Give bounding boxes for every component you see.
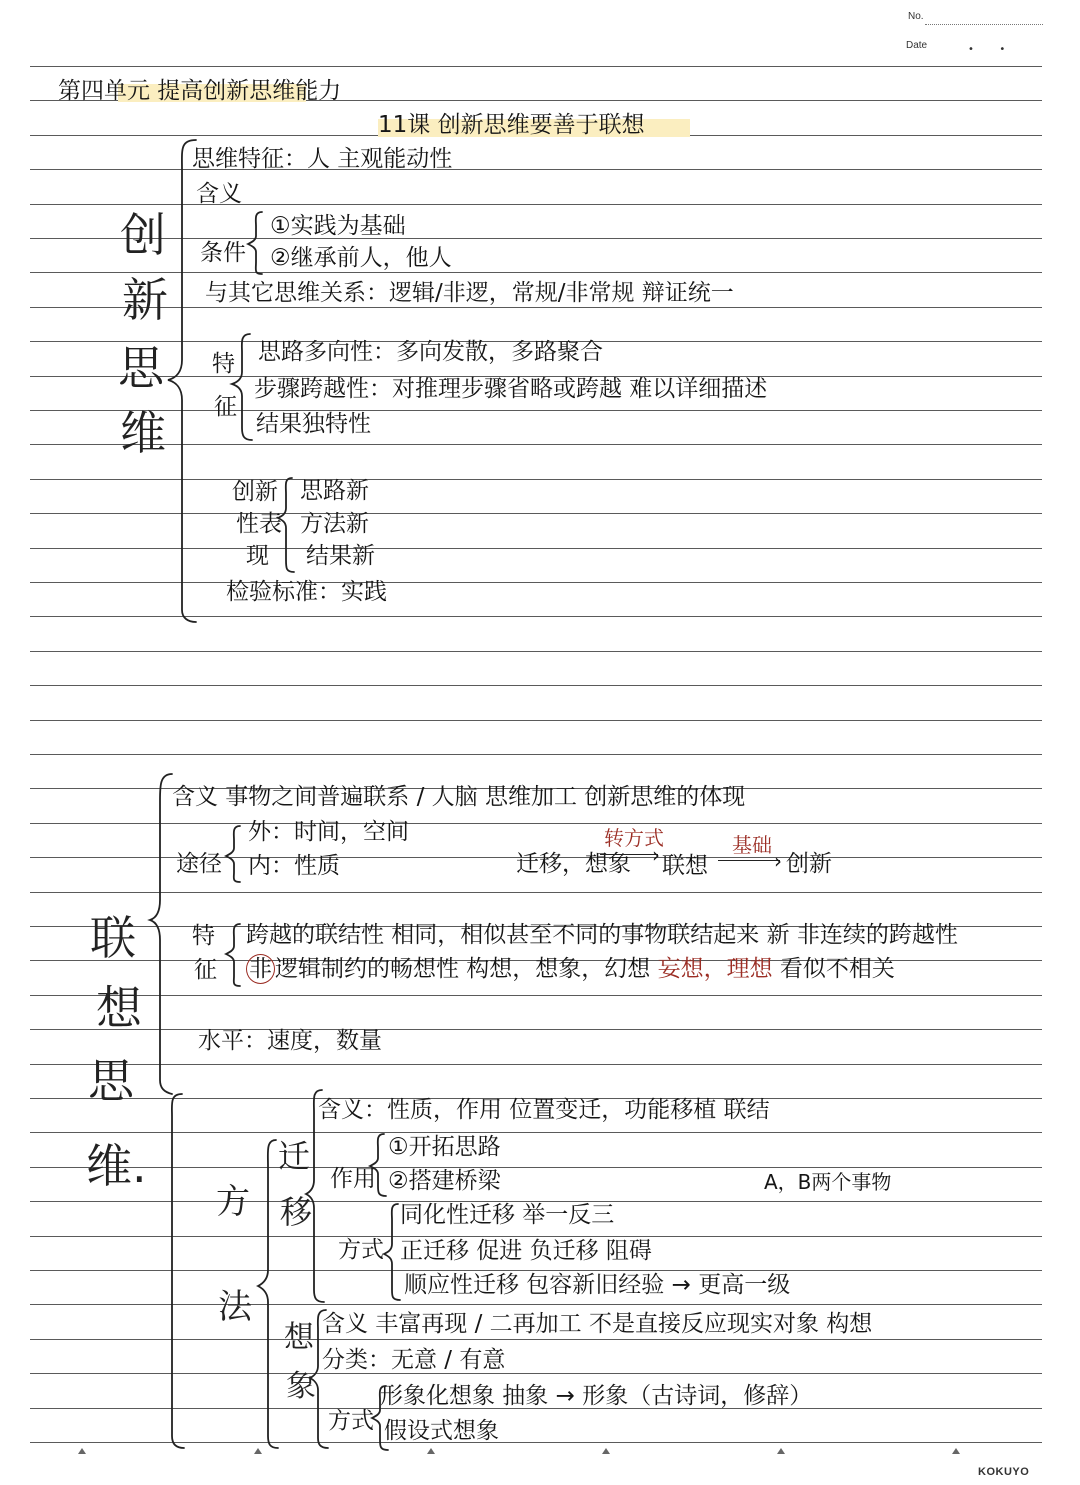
flow-arrow1-label: 转方式 [604,826,664,850]
transfer-label-yi: 移 [280,1193,313,1231]
flow-arrow2-label: 基础 [732,833,772,857]
flow-arrow2-head: › [774,849,782,873]
brace-features2 [226,924,240,986]
lesson-title: 11课 创新思维要善于联想 [378,112,645,138]
ruled-line [30,651,1042,652]
imagine-way-label: 方式 [328,1408,374,1434]
transfer-way-label: 方式 [338,1237,384,1263]
transfer-use-1: ①开拓思路 [388,1134,501,1160]
imagine-types: 分类：无意 / 有意 [322,1347,506,1373]
imagine-label-xiang: 想 [284,1320,314,1355]
ruled-line [30,823,1042,824]
ruled-line [30,548,1042,549]
brace-method [258,1140,278,1448]
ruled-line [30,410,1042,411]
manifest-label-1: 创新 [232,479,278,505]
no-line [925,24,1043,25]
ruled-line [30,582,1042,583]
ruled-line [30,754,1042,755]
condition-1: ①实践为基础 [270,213,406,239]
flow-start: 迁移，想象 [516,851,631,877]
features-label-te: 特 [212,351,235,377]
association-level: 水平：速度，数量 [198,1028,382,1054]
imagine-way-1: 形象化想象 抽象 → 形象（古诗词，修辞） [380,1383,813,1409]
ruled-line [30,169,1042,170]
ruled-line [30,272,1042,273]
manifest-new-method: 方法新 [300,511,369,537]
feature-multi-direction: 思路多向性：多向发散，多路聚合 [258,339,603,365]
features2-label-te: 特 [192,923,215,949]
features-label-zheng: 征 [214,394,237,420]
margin-tick [777,1448,785,1454]
side-char-xiang: 想 [96,981,142,1035]
margin-tick [602,1448,610,1454]
manifest-label-3: 现 [246,543,269,569]
meaning-label: 含义 [196,181,242,207]
margin-tick [952,1448,960,1454]
side-char-lian: 联 [90,911,136,965]
side-char-xin: 新 [122,273,168,327]
ruled-line [30,66,1042,67]
ruled-line [30,995,1042,996]
transfer-meaning: 含义：性质，作用 位置变迁，功能移植 联结 [318,1097,770,1123]
margin-tick [427,1448,435,1454]
no-label: No. [908,11,924,22]
ruled-line [30,1442,1042,1443]
method-label-fa: 法 [218,1287,252,1327]
brace-conditions [248,212,262,274]
path-label: 途径 [176,851,222,877]
transfer-way-1: 同化性迁移 举一反三 [400,1202,615,1228]
margin-tick [254,1448,262,1454]
path-outer: 外：时间，空间 [248,819,409,845]
ruled-line [30,685,1042,686]
ruled-line [30,892,1042,893]
ruled-line [30,1167,1042,1168]
feature-free-imagination-red: 妄想，理想 [650,956,773,982]
imagine-way-2: 假设式想象 [384,1418,499,1444]
ruled-line [30,1064,1042,1065]
path-inner: 内：性质 [248,853,340,879]
ruled-line [30,1339,1042,1340]
brace-section2-method [172,1094,184,1448]
ruled-line [30,1270,1042,1271]
flow-arrow2 [718,860,780,861]
transfer-use-2: ②搭建桥梁 [388,1168,501,1194]
ruled-line [30,307,1042,308]
ruled-line [30,616,1042,617]
flow-middle: 联想 [662,853,708,879]
ruled-line [30,479,1042,480]
ruled-line [30,1236,1042,1237]
method-label-fang: 方 [216,1182,250,1222]
imagine-label-xiang2: 象 [286,1369,316,1404]
test-standard: 检验标准：实践 [226,579,387,605]
ruled-line [30,204,1042,205]
unit-title: 第四单元 提高创新思维能力 [58,78,342,104]
condition-2: ②继承前人，他人 [270,245,452,271]
transfer-way-2: 正迁移 促进 负迁移 阻碍 [400,1238,652,1264]
ruled-line [30,720,1042,721]
ruled-line [30,513,1042,514]
ruled-line [30,444,1042,445]
ruled-line [30,1132,1042,1133]
association-meaning: 含义 事物之间普遍联系 / 人脑 思维加工 创新思维的体现 [172,784,746,810]
flow-end: 创新 [786,851,832,877]
date-label: Date [906,40,928,51]
brace-features1 [232,334,252,440]
feature-leap-link: 跨越的联结性 相同，相似甚至不同的事物联结起来 新 非连续的跨越性 [246,922,958,948]
feature-unique-result: 结果独特性 [256,411,371,437]
brace-path [226,826,240,882]
flow-arrow1-head: › [652,843,660,867]
feature-free-imagination-tail: 看似不相关 [772,956,895,982]
side-char-si: 思 [118,341,164,395]
ab-note: A，B两个事物 [764,1170,892,1194]
side-char-chuang: 创 [120,208,166,262]
manifest-new-thinking: 思路新 [300,478,369,504]
transfer-label-qian: 迁 [278,1137,311,1175]
relation-to-other-thinking: 与其它思维关系：逻辑/非逻，常规/非常规 辩证统一 [205,280,734,306]
side-char-wei: 维 [120,406,166,460]
flow-arrow1 [600,854,658,855]
circled-fei: 非 [246,954,275,984]
brace-section1-main [168,140,196,622]
side-char-si2: 思 [88,1054,134,1108]
brand-logo: KOKUYO [978,1466,1030,1478]
ruled-line [30,1029,1042,1030]
transfer-use-label: 作用 [330,1166,376,1192]
feature-free-imagination [246,958,895,981]
manifest-label-2: 性表 [236,511,282,537]
transfer-way-3: 顺应性迁移 包容新旧经验 → 更高一级 [404,1272,791,1298]
imagine-meaning: 含义 丰富再现 / 二再加工 不是直接反应现实对象 构想 [322,1311,873,1337]
feature-free-imagination-text: 逻辑制约的畅想性 构想，想象，幻想 [275,956,651,982]
date-dots: • • [968,44,1006,55]
ruled-line [30,1373,1042,1374]
features2-label-zheng: 征 [194,957,217,983]
feature-step-leap: 步骤跨越性：对推理步骤省略或跨越 难以详细描述 [254,376,768,402]
brace-section2-top [150,774,172,1094]
ruled-line [30,1304,1042,1305]
manifest-new-result: 结果新 [306,543,375,569]
ruled-line [30,238,1042,239]
brace-transfer-way [384,1204,400,1300]
side-char-wei2: 维. [86,1139,147,1193]
conditions-label: 条件 [200,240,246,266]
margin-tick [78,1448,86,1454]
thinking-trait: 思维特征：人 主观能动性 [192,146,453,172]
